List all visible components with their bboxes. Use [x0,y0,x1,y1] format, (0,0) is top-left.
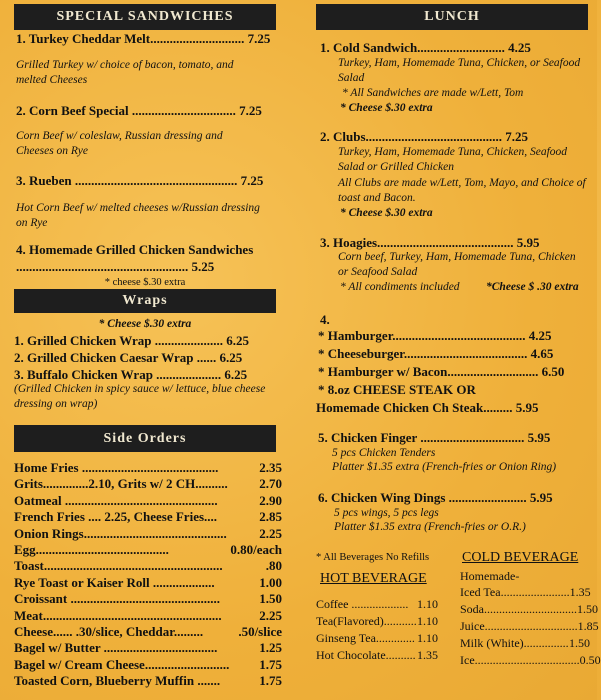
list-item: Rye Toast or Kaiser Roll ................... 1.00 [14,574,282,590]
list-item: French Fries .... 2.25, Cheese Fries.... 2.85 [14,509,282,525]
beverages-note: * All Beverages No Refills [316,552,430,563]
item-description: Platter $1.35 extra (French-fries or Onion Ring) [332,461,557,473]
list-item: Toast....................................................... .80 [14,558,282,574]
list-item: Bagel w/ Butter ................................... 1.25 [14,640,282,656]
item-note: *Cheese $ .30 extra [486,281,579,293]
item-description: Turkey, Ham, Homemade Tuna, Chicken, Seafood Salad or Grilled Chicken [338,146,568,173]
menu-item-chicken-wing-dings: 6. Chicken Wing Dings ........................ 5.95 [318,490,553,505]
side-orders-banner: Side Orders [14,425,276,452]
item-note: * All condiments included [340,281,460,293]
item-description: Hot Corn Beef w/ melted cheeses w/Russian dressing on Rye [16,202,260,229]
menu-item-hamburger-bacon: * Hamburger w/ Bacon............................ 6.50 [318,364,565,379]
item-note: * All Sandwiches are made w/Lett, Tom [342,87,524,99]
lunch-banner: LUNCH [316,4,588,30]
item-description: (Grilled Chicken in spicy sauce w/ lettuce, blue cheese dressing on wrap) [14,383,266,410]
list-item: Egg......................................... 0.80/each [14,542,282,558]
menu-item-hoagies: 3. Hoagies.......................................... 5.95 [320,235,540,250]
menu-item-grilled-chicken-sandwich: 4. Homemade Grilled Chicken Sandwiches [16,242,254,257]
item-note: * Cheese $.30 extra [340,207,433,219]
item-description: Turkey, Ham, Homemade Tuna, Chicken, or Seafood Salad [338,57,581,84]
list-item: Ginseng Tea............. 1.10 [316,631,438,645]
cold-beverage-heading: Homemade- [460,569,520,583]
item-description: Grilled Turkey w/ choice of bacon, tomato, and melted Cheeses [16,59,234,86]
menu-item-hamburger: * Hamburger......................................... 4.25 [318,328,552,343]
wraps-banner: Wraps [14,289,276,313]
menu-item-chicken-cheese-steak: Homemade Chicken Ch Steak......... 5.95 [316,400,539,415]
list-item: Ice................................... 0.50 [460,653,601,667]
cold-beverage-list [460,584,601,669]
list-item: Tea(Flavored)........... 1.10 [316,614,438,628]
wraps-note: * Cheese $.30 extra [98,318,192,330]
list-item: Bagel w/ Cream Cheese.......................... 1.75 [14,656,282,672]
hot-beverage-title: HOT BEVERAGE [320,571,427,586]
menu-item-cheeseburger: * Cheeseburger...................................... 4.65 [318,346,554,361]
cold-beverage-title: COLD BEVERAGE [462,550,579,565]
menu-item-grilled-chicken-wrap: 1. Grilled Chicken Wrap ..................... 6.25 [14,333,249,348]
list-item: Soda............................... 1.50 [460,602,598,616]
menu-item-buffalo-wrap: 3. Buffalo Chicken Wrap .................... 6.25 [14,367,248,382]
list-item: Meat....................................................... 2.25 [14,607,282,623]
menu-item-caesar-wrap: 2. Grilled Chicken Caesar Wrap ...... 6.25 [14,350,243,365]
item-description: All Clubs are made w/Lett, Tom, Mayo, and Choice of toast and Bacon. [338,177,586,204]
menu-item-rueben: 3. Rueben .................................................. 7.25 [16,173,264,188]
list-item: Home Fries .......................................... 2.35 [14,460,282,475]
menu-item-cheese-steak: * 8.oz CHEESE STEAK OR [318,382,476,397]
list-item: Hot Chocolate.......... 1.35 [316,648,438,662]
item-description: Corn beef, Turkey, Ham, Homemade Tuna, Chicken or Seafood Salad [338,251,576,278]
list-item: Iced Tea....................... 1.35 [460,585,591,599]
section-number: 4. [320,312,330,327]
menu-item-clubs: 2. Clubs.......................................... 7.25 [320,129,529,144]
menu-item-cold-sandwich: 1. Cold Sandwich........................... 4.25 [320,40,531,55]
side-orders-list [14,460,282,690]
item-price-line: ..................................................... 5.25 [16,259,215,274]
menu-item-turkey-cheddar-melt: 1. Turkey Cheddar Melt............................. 7.25 [16,31,271,46]
special-sandwiches-banner: SPECIAL SANDWICHES [14,4,276,30]
item-note: * cheese $.30 extra [104,277,186,288]
item-description: Platter $1.35 extra (French-fries or O.R.) [334,521,526,533]
list-item: Coffee ................... 1.10 [316,597,438,611]
list-item: Onion Rings............................................ 2.25 [14,525,282,541]
list-item: Juice............................... 1.85 [460,619,599,633]
item-description: 5 pcs Chicken Tenders [332,447,436,459]
list-item: Grits..............2.10, Grits w/ 2 CH.......... 2.70 [14,476,282,492]
menu-item-corn-beef-special: 2. Corn Beef Special ................................ 7.25 [16,103,262,118]
list-item: Oatmeal ............................................... 2.90 [14,492,282,508]
item-description: 5 pcs wings, 5 pcs legs [334,507,439,519]
menu-item-chicken-finger: 5. Chicken Finger ................................ 5.95 [318,430,551,445]
item-description: Corn Beef w/ coleslaw, Russian dressing and Cheeses on Rye [16,130,223,157]
item-note: * Cheese $.30 extra [340,102,433,114]
list-item: Cheese...... .30/slice, Cheddar......... .50/slice [14,624,282,640]
hot-beverage-list [316,596,438,664]
list-item: Croissant .............................................. 1.50 [14,591,282,607]
list-item: Toasted Corn, Blueberry Muffin ....... 1.75 [14,673,282,689]
list-item: Milk (White)............... 1.50 [460,636,590,650]
